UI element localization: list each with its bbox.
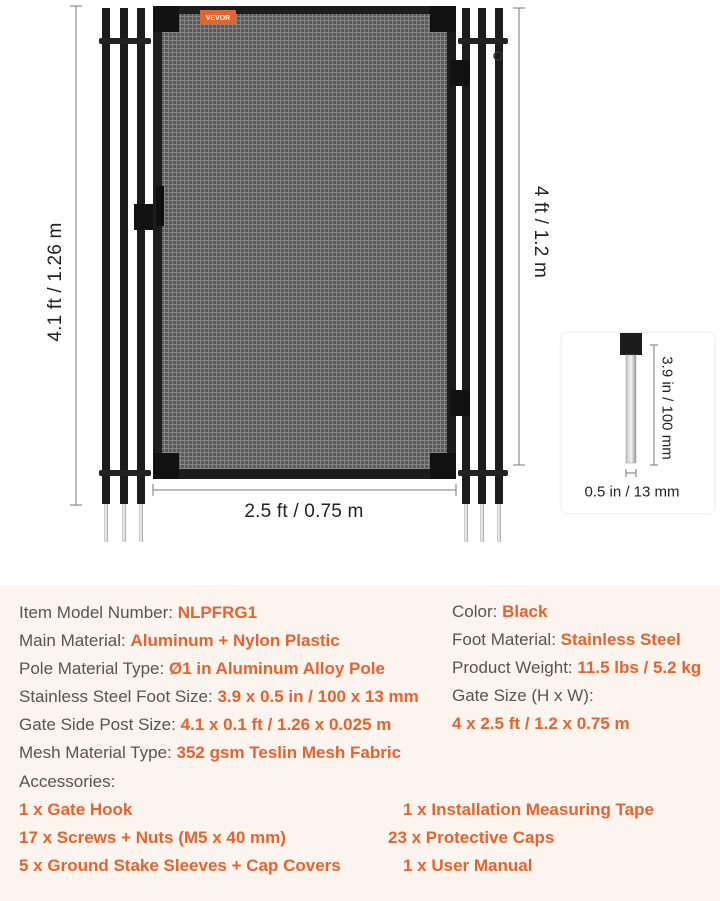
spec-foot-size: Stainless Steel Foot Size: 3.9 x 0.5 in / 100 x 13 mm <box>19 687 419 706</box>
height-dimension-left: 4.1 ft / 1.26 m <box>45 222 66 342</box>
accessory-item: 1 x Installation Measuring Tape <box>403 800 654 819</box>
width-dimension: 2.5 ft / 0.75 m <box>244 501 364 522</box>
left-poles <box>99 8 156 542</box>
stake-length-label: 3.9 in / 100 mm <box>658 356 676 460</box>
spec-product-weight: Product Weight: 11.5 lbs / 5.2 kg <box>452 658 702 677</box>
accessories-heading: Accessories: <box>19 772 116 791</box>
accessory-item: 17 x Screws + Nuts (M5 x 40 mm) <box>19 828 286 847</box>
accessory-item: 1 x User Manual <box>403 856 533 875</box>
accessory-item: 23 x Protective Caps <box>388 828 555 847</box>
specifications-panel <box>0 585 720 901</box>
spec-model-number: Item Model Number: NLPFRG1 <box>19 603 258 622</box>
accessory-item: 1 x Gate Hook <box>19 800 133 819</box>
gate-panel <box>153 6 456 479</box>
spec-mesh-material: Mesh Material Type: 352 gsm Teslin Mesh Fabric <box>19 743 402 762</box>
accessory-item: 5 x Ground Stake Sleeves + Cap Covers <box>19 856 341 875</box>
spec-gate-size-label: Gate Size (H x W): <box>452 686 594 705</box>
spec-main-material: Main Material: Aluminum + Nylon Plastic <box>19 631 340 650</box>
brand-tag: VEVOR <box>205 15 231 22</box>
height-dimension-right: 4 ft / 1.2 m <box>530 185 551 279</box>
right-poles <box>450 8 508 542</box>
spec-foot-material: Foot Material: Stainless Steel <box>452 630 681 649</box>
spec-side-post-size: Gate Side Post Size: 4.1 x 0.1 ft / 1.26 x 0.025 m <box>19 715 392 734</box>
spec-color: Color: Black <box>452 602 548 621</box>
spec-gate-size-value: 4 x 2.5 ft / 1.2 x 0.75 m <box>452 714 630 733</box>
stake-diameter-label: 0.5 in / 13 mm <box>584 483 680 501</box>
spec-pole-material: Pole Material Type: Ø1 in Aluminum Alloy Pole <box>19 659 385 678</box>
